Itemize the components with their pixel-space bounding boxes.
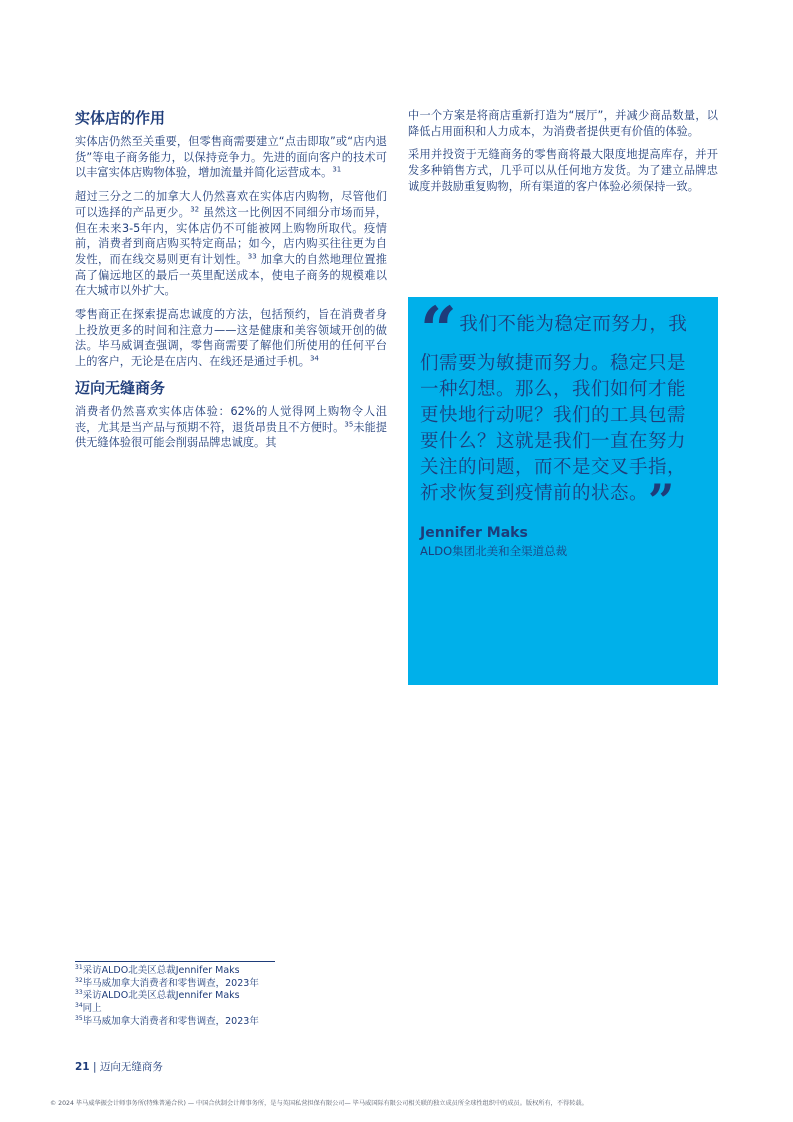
paragraph-3: 零售商正在探索提高忠诚度的方法，包括预约，旨在消费者身上投放更多的时间和注意力——这是健康和美容领域开创的做法。毕马威调查强调，零售商需要了解他们所使用的任何平台上的客户，无论是在店内、在线还是通过手机。$^{34}$ xyxy=(75,308,387,369)
open-quote-icon: “ xyxy=(420,293,458,368)
quote-author-role: ALDO集团北美和全渠道总裁 xyxy=(420,544,568,558)
footnote-ref-34[interactable]: 34 xyxy=(309,354,319,363)
page-number: 21 xyxy=(75,1061,90,1073)
page-footer xyxy=(75,1059,163,1074)
footnote-33: $^{33}$采访ALDO北美区总裁Jennifer Maks xyxy=(75,989,240,1002)
paragraph-5: 中一个方案是将商店重新打造为“展厅”，并减少商品数量，以降低占用面积和人力成本，为消费者提供更有价值的体验。 xyxy=(408,109,718,138)
close-quote-icon: ” xyxy=(648,474,675,528)
right-column xyxy=(408,108,718,203)
footnote-ref-33[interactable]: 33 xyxy=(247,252,257,261)
pull-quote-box xyxy=(408,293,718,685)
footnote-34: $^{34}$同上 xyxy=(75,1001,102,1015)
footnote-divider xyxy=(75,961,275,962)
footer-section-title: 迈向无缝商务 xyxy=(99,1061,163,1073)
pull-quote-text: “ 我们不能为稳定而努力，我们需要为敏捷而努力。稳定只是一种幻想。那么，我们如何才能更快地行动呢？我们的工具包需要什么？这就是我们一直在努力关注的问题，而不是交叉手指，祈求恢复到疫情前的状态。” xyxy=(420,293,688,528)
quote-author: Jennifer Maks xyxy=(420,525,528,541)
section-heading-seamless-commerce: 迈向无缝商务 xyxy=(75,378,166,397)
paragraph-2: 超过三分之二的加拿大人仍然喜欢在实体店内购物，尽管他们可以选择的产品更少。$^{32}$ 虽然这一比例因不同细分市场而异，但在未来3-5年内，实体店仍不可能被网上购物所取代。疫情前，消费者到商店购买特定商品；如今，店内购买往往更为自发性，而在线交易则更有计划性。$^{33}$ 加拿大的自然地理位置推高了偏远地区的最后一英里配送成本，使电子商务的规模难以在大城市以外扩大。 xyxy=(75,190,387,298)
footnote-35: $^{35}$毕马威加拿大消费者和零售调查，2023年 xyxy=(75,1014,259,1027)
footnote-31: $^{31}$采访ALDO北美区总裁Jennifer Maks xyxy=(75,963,240,976)
paragraph-1: 实体店仍然至关重要，但零售商需要建立“点击即取”或“店内退货”等电子商务能力，以保持竞争力。先进的面向客户的技术可以丰富实体店购物体验，增加流量并简化运营成本。$^{31}$ xyxy=(75,135,387,180)
paragraph-6: 采用并投资于无缝商务的零售商将最大限度地提高库存，并开发多种销售方式，几乎可以从任何地方发货。为了建立品牌忠诚度并鼓励重复购物，所有渠道的客户体验必须保持一致。 xyxy=(408,148,718,193)
section-heading-physical-stores: 实体店的作用 xyxy=(75,109,166,127)
paragraph-4: 消费者仍然喜欢实体店体验：62%的人觉得网上购物令人沮丧，尤其是当产品与预期不符，退货昂贵且不方便时。$^{35}$未能提供无缝体验很可能会削弱品牌忠诚度。其 xyxy=(75,404,387,450)
footer-separator: | xyxy=(89,1061,100,1073)
footnote-ref-35[interactable]: 35 xyxy=(344,419,354,428)
footnote-ref-32[interactable]: 32 xyxy=(190,205,200,214)
footnote-ref-31[interactable]: 31 xyxy=(332,165,342,174)
footnote-32: $^{32}$毕马威加拿大消费者和零售调查，2023年 xyxy=(75,976,259,989)
copyright-notice: © 2024 毕马威华振会计师事务所(特殊普通合伙) — 中国合伙制会计师事务所，是与英国私营担保有限公司— 毕马威国际有限公司相关联的独立成员所全球性组织中的成员。版权所有，不得转载。 xyxy=(50,1100,588,1107)
left-column xyxy=(75,108,387,459)
footnotes xyxy=(75,965,375,1029)
